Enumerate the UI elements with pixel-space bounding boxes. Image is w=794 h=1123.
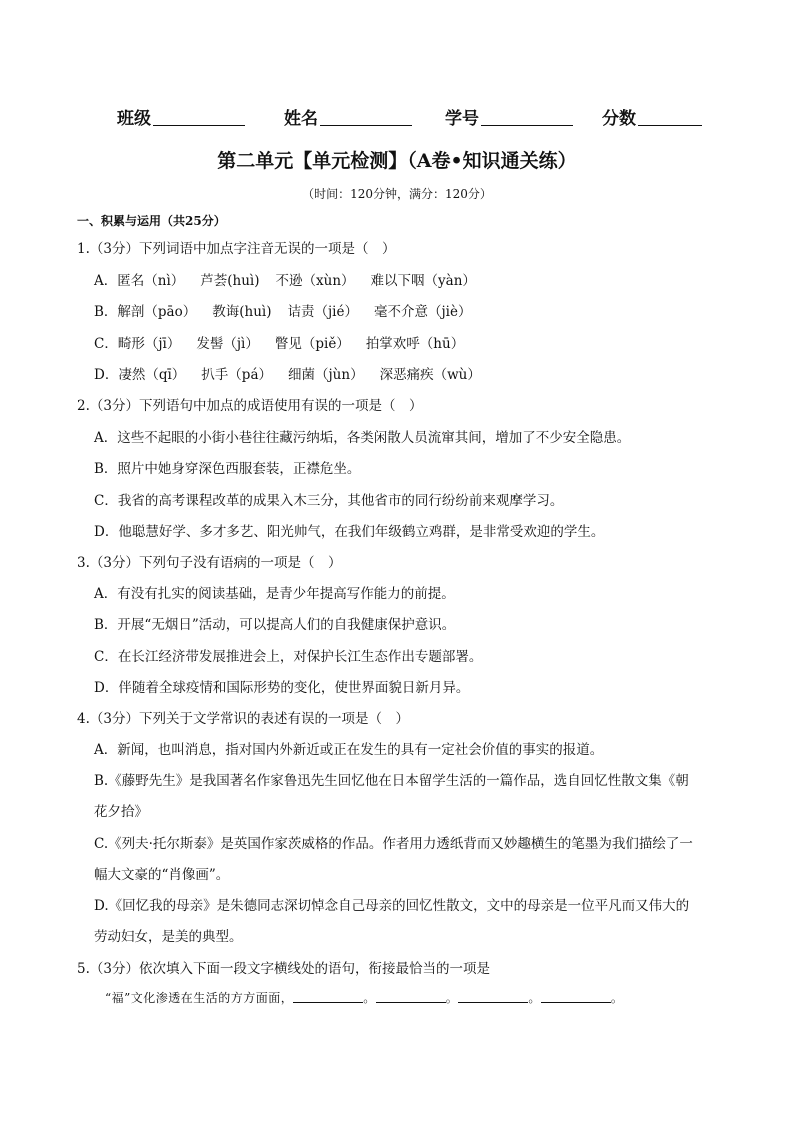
student-info-row — [0, 104, 794, 132]
student-id-label: 学号 — [445, 109, 479, 129]
student-id-blank[interactable] — [481, 107, 573, 126]
option-c: C．在长江经济带发展推进会上，对保护长江生态作出专题部署。 — [94, 649, 483, 665]
option-word: 发髻（jì） — [196, 336, 259, 352]
option-b: B.《藤野先生》是我国著名作家鲁迅先生回忆他在日本留学生活的一篇作品，选自回忆性散文集《朝 — [94, 773, 689, 789]
option-word: D．凄然（qī） — [94, 367, 186, 383]
question-stem: 1.（3分）下列词语中加点字注音无误的一项是（ ） — [77, 241, 396, 257]
score-field — [602, 104, 702, 129]
class-label: 班级 — [117, 109, 151, 129]
student-id-field — [445, 104, 573, 129]
option-a: A．这些不起眼的小街小巷往往藏污纳垢，各类闲散人员流窜其间，增加了不少安全隐患。 — [94, 430, 631, 446]
option-b: B．照片中她身穿深色西服套装，正襟危坐。 — [94, 461, 361, 477]
class-field — [117, 104, 245, 129]
score-blank[interactable] — [638, 107, 702, 126]
option-b-continued: 花夕拾》 — [94, 804, 148, 820]
answer-blank-1[interactable] — [293, 989, 363, 1003]
option-a: A．新闻，也叫消息，指对国内外新近或正在发生的具有一定社会价值的事实的报道。 — [94, 742, 604, 758]
question-stem: 4.（3分）下列关于文学常识的表述有误的一项是（ ） — [77, 711, 409, 727]
option-word: 拍掌欢呼（hū） — [365, 336, 465, 352]
option-word: 扒手（pá） — [201, 367, 272, 383]
option-c — [94, 332, 480, 352]
option-word: 芦荟(huì) — [200, 273, 260, 289]
question-stem: 2.（3分）下列语句中加点的成语使用有误的一项是（ ） — [77, 398, 423, 414]
passage-text: “福”文化渗透在生活的方方面面， — [105, 991, 294, 1005]
question-stem: 3.（3分）下列句子没有语病的一项是（ ） — [77, 555, 342, 571]
class-blank[interactable] — [153, 107, 245, 126]
option-word: 教诲(huì) — [212, 304, 272, 320]
option-d-continued: 劳动妇女，是美的典型。 — [94, 929, 243, 945]
option-word: A．匿名（nì） — [94, 273, 185, 289]
score-label: 分数 — [602, 109, 636, 129]
option-word: 不逊（xùn） — [275, 273, 355, 289]
option-word: 深恶痛疾（wù） — [379, 367, 481, 383]
answer-blank-4[interactable] — [541, 989, 611, 1003]
option-word: 毫不介意（jiè） — [374, 304, 472, 320]
option-word: 细菌（jùn） — [288, 367, 364, 383]
option-word: C．畸形（jī） — [94, 336, 181, 352]
option-word: 诘责（jié） — [287, 304, 358, 320]
name-blank[interactable] — [320, 107, 412, 126]
name-label: 姓名 — [284, 109, 318, 129]
exam-subtitle: （时间：120分钟，满分：120分） — [302, 187, 492, 201]
name-field — [284, 104, 412, 129]
question-stem: 5.（3分）依次填入下面一段文字横线处的语句，衔接最恰当的一项是 — [77, 961, 490, 977]
section-heading: 一、积累与运用（共25分） — [77, 214, 226, 228]
option-d — [94, 363, 497, 383]
option-a: A．有没有扎实的阅读基础，是青少年提高写作能力的前提。 — [94, 586, 455, 602]
option-word: B．解剖（pāo） — [94, 304, 197, 320]
option-c-continued: 幅大文豪的“肖像画”。 — [94, 867, 230, 883]
option-c: C.《列夫·托尔斯泰》是英国作家茨威格的作品。作者用力透纸背而又妙趣横生的笔墨为我们描绘了一 — [94, 836, 693, 852]
answer-blank-3[interactable] — [458, 989, 528, 1003]
option-b — [94, 300, 488, 320]
passage-line: “福”文化渗透在生活的方方面面， 。 。 。 。 — [105, 991, 624, 1005]
option-d: D.《回忆我的母亲》是朱德同志深切悼念自己母亲的回忆性散文，文中的母亲是一位平凡而又伟大的 — [94, 898, 690, 914]
option-c: C．我省的高考课程改革的成果入木三分，其他省市的同行纷纷前来观摩学习。 — [94, 493, 564, 509]
option-d: D．伴随着全球疫情和国际形势的变化，使世界面貌日新月异。 — [94, 680, 470, 696]
option-b: B．开展“无烟日”活动，可以提高人们的自我健康保护意识。 — [94, 617, 456, 633]
option-a — [94, 269, 492, 289]
option-d: D．他聪慧好学、多才多艺、阳光帅气，在我们年级鹤立鸡群，是非常受欢迎的学生。 — [94, 524, 605, 540]
exam-title: 第二单元【单元检测】（A卷•知识通关练） — [217, 150, 577, 172]
option-word: 难以下咽（yàn） — [370, 273, 476, 289]
option-word: 瞥见（piě） — [274, 336, 350, 352]
answer-blank-2[interactable] — [376, 989, 446, 1003]
